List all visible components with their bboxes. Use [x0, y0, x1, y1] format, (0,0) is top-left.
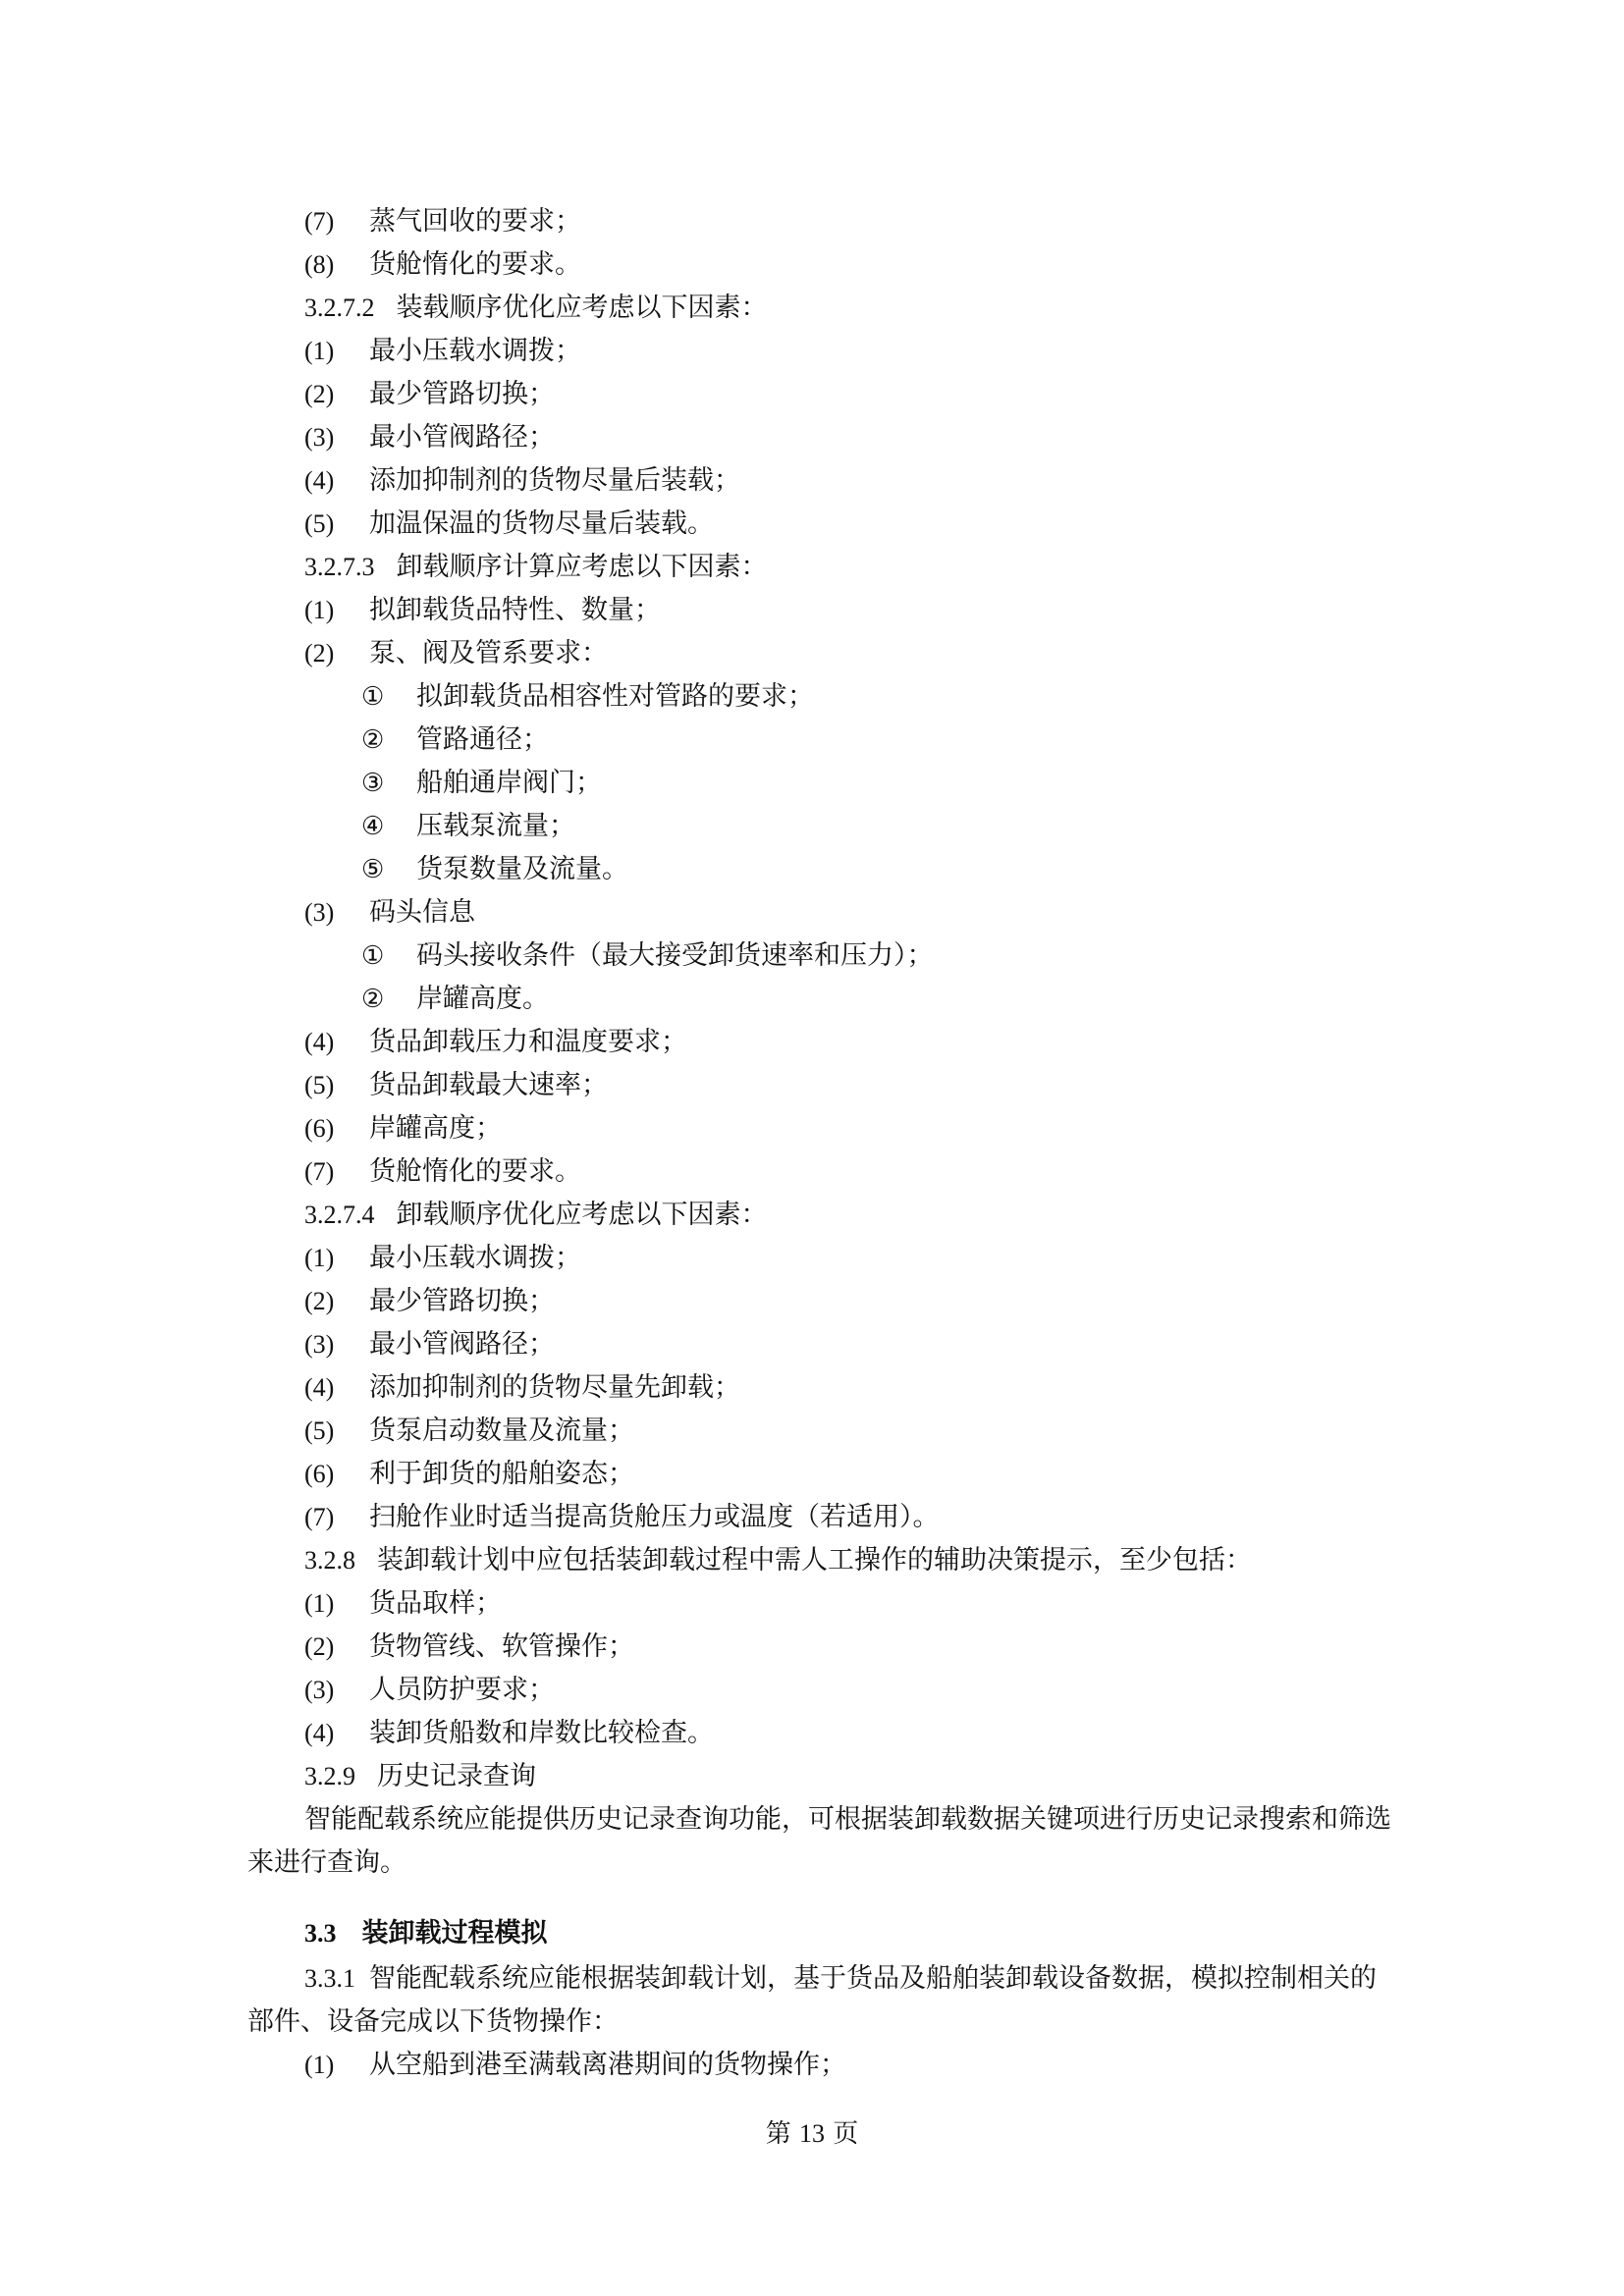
- sub-list-item: ② 岸罐高度。: [361, 984, 549, 1014]
- page-number: 13: [799, 2119, 825, 2148]
- list-item: (5) 货品卸载最大速率；: [304, 1070, 608, 1100]
- list-item: (7) 蒸气回收的要求；: [304, 206, 581, 237]
- list-item: (1) 拟卸载货品特性、数量；: [304, 595, 661, 625]
- list-item: (3) 最小管阀路径；: [304, 422, 555, 453]
- sub-list-item: ① 拟卸载货品相容性对管路的要求；: [361, 681, 814, 712]
- list-item: (4) 添加抑制剂的货物尽量后装载；: [304, 465, 740, 496]
- list-item: (3) 人员防护要求；: [304, 1675, 555, 1705]
- list-item: (2) 泵、阀及管系要求：: [304, 638, 608, 668]
- subsection-heading: 3.2.9 历史记录查询: [304, 1761, 536, 1791]
- subsection-heading: 3.2.7.3 卸载顺序计算应考虑以下因素：: [304, 552, 768, 582]
- list-item: (6) 利于卸货的船舶姿态；: [304, 1459, 634, 1489]
- list-item: (1) 最小压载水调拨；: [304, 336, 581, 366]
- section-heading: 3.3 装卸载过程模拟: [304, 1918, 548, 1949]
- list-item: (1) 货品取样；: [304, 1588, 502, 1619]
- list-item: (4) 装卸货船数和岸数比较检查。: [304, 1718, 714, 1748]
- list-item: (1) 从空船到港至满载离港期间的货物操作；: [304, 2050, 846, 2080]
- page-footer: 第 13 页: [765, 2119, 859, 2148]
- list-item: (4) 货品卸载压力和温度要求；: [304, 1027, 687, 1057]
- sub-list-item: ⑤ 货泵数量及流量。: [361, 854, 628, 884]
- paragraph-331: 3.3.1 智能配载系统应能根据装卸载计划，基于货品及船舶装卸载设备数据，模拟控制相关的部件、设备完成以下货物操作：: [247, 1963, 1377, 2037]
- list-item: (2) 最少管路切换；: [304, 379, 555, 409]
- subsection-heading: 3.2.7.4 卸载顺序优化应考虑以下因素：: [304, 1200, 768, 1230]
- list-item: (7) 扫舱作业时适当提高货舱压力或温度（若适用）。: [304, 1502, 940, 1532]
- list-item: (6) 岸罐高度；: [304, 1113, 502, 1144]
- list-item: (3) 码头信息: [304, 897, 475, 928]
- list-item: (5) 加温保温的货物尽量后装载。: [304, 508, 714, 539]
- list-item: (7) 货舱惰化的要求。: [304, 1156, 581, 1187]
- list-item: (1) 最小压载水调拨；: [304, 1243, 581, 1273]
- list-item: (8) 货舱惰化的要求。: [304, 249, 581, 280]
- subsection-heading: 3.2.8 装卸载计划中应包括装卸载过程中需人工操作的辅助决策提示，至少包括：: [304, 1545, 1252, 1575]
- sub-list-item: ② 管路通径；: [361, 724, 549, 755]
- sub-list-item: ④ 压载泵流量；: [361, 811, 575, 841]
- sub-list-item: ① 码头接收条件（最大接受卸货速率和压力）；: [361, 940, 934, 971]
- list-item: (2) 货物管线、软管操作；: [304, 1631, 634, 1662]
- subsection-heading: 3.2.7.2 装载顺序优化应考虑以下因素：: [304, 293, 768, 323]
- list-item: (4) 添加抑制剂的货物尽量先卸载；: [304, 1372, 740, 1403]
- list-item: (2) 最少管路切换；: [304, 1286, 555, 1316]
- sub-list-item: ③ 船舶通岸阀门；: [361, 768, 602, 798]
- paragraph-history-query: 智能配载系统应能提供历史记录查询功能，可根据装卸载数据关键项进行历史记录搜索和筛选来进行查询。: [247, 1804, 1391, 1878]
- list-item: (3) 最小管阀路径；: [304, 1329, 555, 1360]
- list-item: (5) 货泵启动数量及流量；: [304, 1415, 634, 1446]
